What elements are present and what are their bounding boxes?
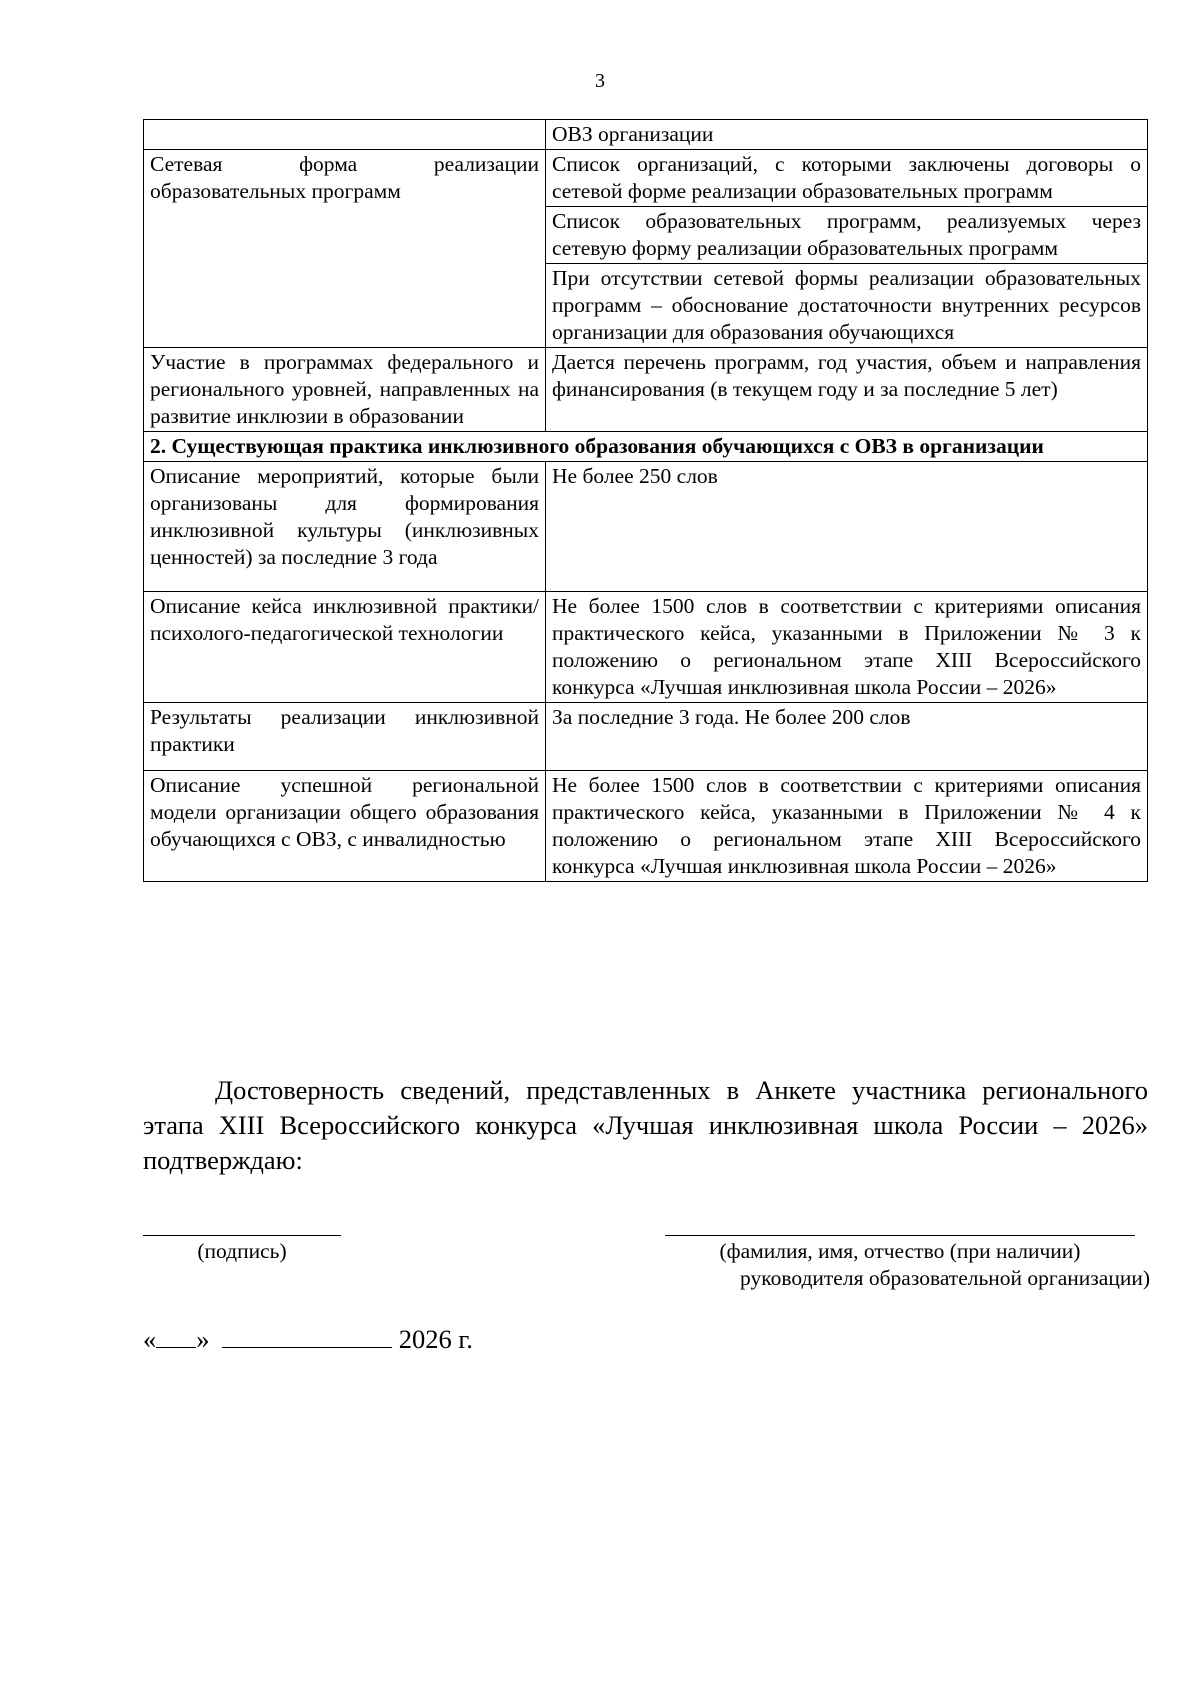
- table-row: [144, 462, 1148, 592]
- table-row: [144, 120, 1148, 150]
- table-row: [144, 771, 1148, 882]
- table-row: [144, 150, 1148, 207]
- table-cell-left: Сетевая форма реализации образовательных программ: [144, 150, 546, 348]
- table-cell-right: Не более 1500 слов в соответствии с критериями описания практического кейса, указанными в Приложении № 3 к положению о региональном этапе XIII Всероссийского конкурса «Лучшая инклюзивная школа России – 2026»: [546, 592, 1148, 703]
- table-section-heading: 2. Существующая практика инклюзивного образования обучающихся с ОВЗ в организации: [144, 432, 1148, 462]
- table-cell-left: Описание мероприятий, которые были организованы для формирования инклюзивной культуры (инклюзивных ценностей) за последние 3 года: [144, 462, 546, 592]
- table-cell-left: Описание успешной региональной модели организации общего образования обучающихся с ОВЗ, с инвалидностью: [144, 771, 546, 882]
- table-row: [144, 703, 1148, 771]
- table-cell-left: Описание кейса инклюзивной практики/ психолого-педагогической технологии: [144, 592, 546, 703]
- table-cell-right: При отсутствии сетевой формы реализации образовательных программ – обоснование достаточности внутренних ресурсов организации для образования обучающихся: [546, 264, 1148, 348]
- confirmation-statement: Достоверность сведений, представленных в Анкете участника регионального этапа XIII Всероссийского конкурса «Лучшая инклюзивная школа России – 2026» подтверждаю:: [143, 1075, 1148, 1175]
- table-cell-right: Список образовательных программ, реализуемых через сетевую форму реализации образовательных программ: [546, 207, 1148, 264]
- name-caption-line2: руководителя образовательной организации): [740, 1266, 1150, 1290]
- name-line: [665, 1235, 1135, 1236]
- table-cell-right: Дается перечень программ, год участия, объем и направления финансирования (в текущем году и за последние 5 лет): [546, 348, 1148, 432]
- date-field: [143, 1323, 473, 1355]
- table-cell-right: За последние 3 года. Не более 200 слов: [546, 703, 1148, 771]
- table-section-row: [144, 432, 1148, 462]
- month-blank: [222, 1323, 392, 1348]
- day-blank: [156, 1323, 196, 1348]
- application-form-table: [143, 119, 1148, 882]
- table-row: [144, 592, 1148, 703]
- date-open-quote: «: [143, 1324, 157, 1354]
- table-cell-right: Не более 250 слов: [546, 462, 1148, 592]
- table-cell-left: [144, 120, 546, 150]
- page-number: 3: [595, 70, 605, 92]
- signature-caption: (подпись): [197, 1239, 287, 1263]
- name-caption-line1: (фамилия, имя, отчество (при наличии): [719, 1239, 1081, 1263]
- table-cell-right: Не более 1500 слов в соответствии с критериями описания практического кейса, указанными в Приложении № 4 к положению о региональном этапе XIII Всероссийского конкурса «Лучшая инклюзивная школа России – 2026»: [546, 771, 1148, 882]
- table-cell-left: Результаты реализации инклюзивной практики: [144, 703, 546, 771]
- table-cell-left: Участие в программах федерального и регионального уровней, направленных на развитие инклюзии в образовании: [144, 348, 546, 432]
- signature-line: [143, 1235, 341, 1236]
- table-row: [144, 348, 1148, 432]
- date-close-quote: »: [196, 1324, 210, 1354]
- table-cell-right: Список организаций, с которыми заключены договоры о сетевой форме реализации образовательных программ: [546, 150, 1148, 207]
- date-year: 2026 г.: [398, 1324, 473, 1354]
- table-cell-right: ОВЗ организации: [546, 120, 1148, 150]
